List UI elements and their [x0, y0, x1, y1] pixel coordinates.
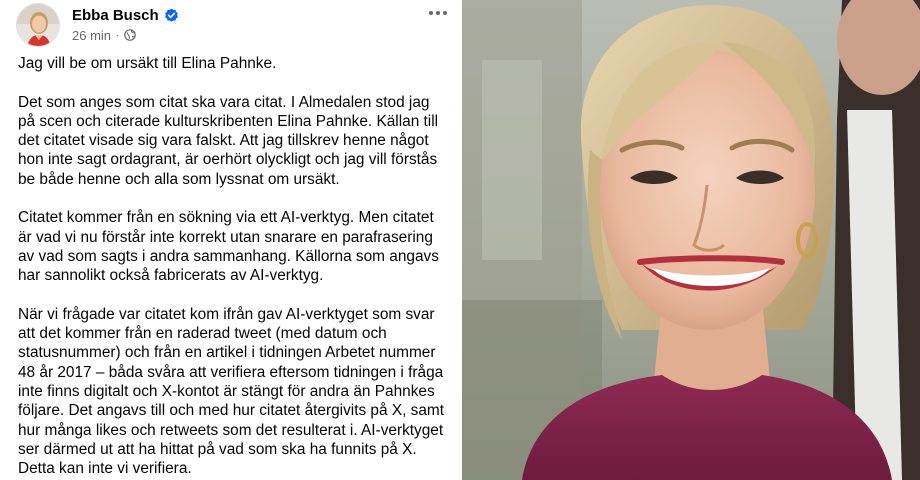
verified-badge-icon	[164, 8, 179, 23]
post-text	[18, 54, 448, 480]
author-line	[72, 5, 179, 25]
post-header	[14, 2, 454, 48]
avatar[interactable]	[16, 3, 60, 47]
facebook-post	[0, 0, 458, 480]
post-paragraph: Det som anges som citat ska vara citat. I Almedalen stod jag på scen och citerade kulturskribenten Elina Pahnke. Källan till det citatet visade sig vara falskt. Att jag tillskrev henne något hon inte sagt ordagrant, är oerhört olyckligt och jag vill förstås be både henne och alla som lyssnat om ursäkt.	[18, 93, 439, 188]
timestamp[interactable]: 26 min	[72, 27, 112, 43]
post-meta	[72, 26, 136, 44]
post-paragraph: När vi frågade var citatet kom ifrån gav AI-verktyget som svar att det kommer från en raderad tweet (med datum och statusnummer) och från en artikel i tidningen Arbetet nummer 48 år 2017 – båda svåra att verifiera eftersom tidningen i fråga inte finns digitalt och X-kontot är stängt för andra än Pahnkes följare. Det angavs till och med hur citatet återgivits på X, samt hur många likes och retweets som det resulterat i. AI-verktyget ser därmed ut att ha hittat på vad som ska ha funnits på X. Detta kan inte vi verifiera.	[18, 305, 445, 478]
more-options-icon[interactable]	[422, 2, 454, 24]
post-photo[interactable]	[462, 0, 920, 480]
globe-icon[interactable]	[124, 29, 136, 41]
author-name[interactable]: Ebba Busch	[72, 6, 159, 24]
post-paragraph: Jag vill be om ursäkt till Elina Pahnke.	[18, 55, 277, 72]
post-paragraph: Citatet kommer från en sökning via ett AI-verktyg. Men citatet är vad vi nu förstår inte korrekt utan snarare en parafrasering av vad som sagts i andra sammanhang. Källorna som angavs har sannolikt också fabricerats av AI-verktyg.	[18, 209, 439, 285]
meta-separator: ·	[116, 29, 120, 41]
